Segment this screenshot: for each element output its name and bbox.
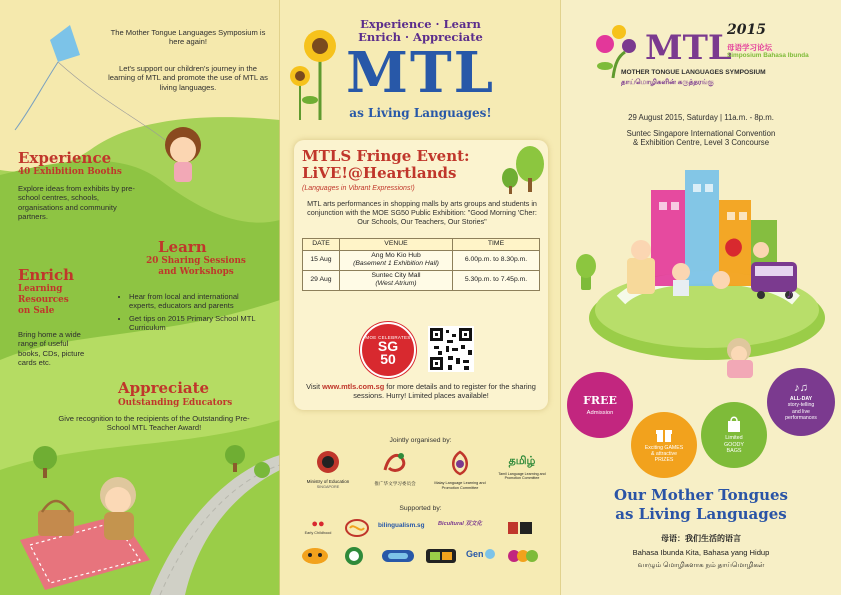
- table-header-date: DATE: [303, 239, 340, 251]
- free-sub: Admission: [586, 410, 614, 416]
- all-day-performances-badge: [767, 368, 835, 436]
- table-header-venue: VENUE: [340, 239, 453, 251]
- experience-body: Explore ideas from exhibits by pre-school centres, schools, organisations and community partners.: [18, 184, 135, 222]
- fringe-body: MTL arts performances in shopping malls by arts groups and students in conjunction with the MOE SG50 Public Exhibition: "Good Morning 'Cher: Our Schools, Our Teachers, Our Stories": [307, 199, 537, 226]
- mtl-logo-text: MTL: [645, 28, 732, 68]
- venue-note: (West Atrium): [375, 280, 417, 288]
- table-cell-date: 29 Aug: [303, 270, 340, 290]
- games-text: [645, 445, 683, 464]
- sponsor-2-name: bilingualism.sg: [378, 522, 425, 529]
- table-row: [303, 270, 540, 290]
- gift-icon: [655, 427, 673, 443]
- sg50-number: 50: [380, 350, 396, 367]
- headline-line-2: as Living Languages: [615, 505, 787, 523]
- sponsor-gen-circle-icon: [484, 548, 496, 560]
- learn-title: Learn: [158, 238, 207, 256]
- logo-chinese-text: 母语学习论坛: [727, 43, 772, 52]
- experience-title: Experience: [18, 149, 112, 167]
- allday-line-2: story-telling: [787, 402, 815, 409]
- table-header-time: TIME: [453, 239, 540, 251]
- free-title: FREE: [583, 394, 617, 407]
- learn-subtitle-line-2: and Workshops: [158, 267, 234, 277]
- table-cell-venue: [340, 250, 453, 270]
- games-line-3: PRIZES: [654, 457, 674, 464]
- goody-text: [724, 435, 744, 454]
- goody-line-1: Limited: [725, 435, 743, 442]
- sponsor-bp-logo-icon: [424, 546, 458, 566]
- table-cell-time: 5.30p.m. to 7.45p.m.: [453, 270, 540, 290]
- tagline-malay: Bahasa Ibunda Kita, Bahasa yang Hidup: [632, 548, 770, 557]
- table-cell-venue: [340, 270, 453, 290]
- goody-line-3: BAGS: [726, 448, 742, 455]
- sponsor-4-name: Gen: [466, 549, 484, 559]
- learn-subtitle: [137, 256, 255, 278]
- org-2-name: 推广华文学习委员会: [374, 481, 416, 486]
- enrich-subtitle-line-1: Learning: [18, 284, 63, 294]
- intro-text-2: Let's support our children's journey in the learning of MTL and promote the use of MTL as living languages.: [108, 64, 268, 92]
- tree-icon: [494, 140, 554, 200]
- enrich-body: Bring home a wide range of useful books, CDs, picture cards etc.: [18, 330, 85, 368]
- sponsor-blue-logo-icon: [380, 546, 416, 566]
- free-admission-badge: [567, 372, 633, 438]
- table-cell-time: 6.00p.m. to 8.30p.m.: [453, 250, 540, 270]
- panel-right: [561, 0, 841, 595]
- experience-subtitle: 40 Exhibition Booths: [18, 167, 122, 177]
- allday-line-1: ALL-DAY: [789, 396, 813, 403]
- allday-line-3: and live: [792, 408, 810, 415]
- mtl-big-title: MTL: [345, 40, 496, 106]
- chinese-committee-icon: [381, 450, 409, 476]
- games-prizes-badge: [631, 412, 697, 478]
- supported-by-label: Supported by:: [399, 505, 442, 512]
- appreciate-title: Appreciate: [118, 379, 210, 397]
- appreciate-body: Give recognition to the recipients of the Outstanding Pre-School MTL Teacher Award!: [58, 414, 250, 433]
- venue-name: Suntec City Mall: [371, 271, 421, 279]
- table-cell-date: 15 Aug: [303, 250, 340, 270]
- games-line-1: Exciting GAMES: [644, 444, 684, 451]
- moe-crest-icon: [316, 450, 340, 474]
- headline-line-1: Our Mother Tongues: [614, 486, 788, 504]
- logo-malay-text: Simposium Bahasa Ibunda: [727, 52, 809, 59]
- org-3-name: Malay Language Learning and Promotion Committee: [434, 481, 486, 490]
- tagline-line-2: Enrich · Appreciate: [358, 30, 483, 44]
- intro-text-1: The Mother Tongue Languages Symposium is here again!: [110, 28, 266, 47]
- logo-english-text: MOTHER TONGUE LANGUAGES SYMPOSIUM: [621, 69, 766, 76]
- fringe-title-line-1: MTLS Fringe Event:: [302, 147, 470, 165]
- learn-bullet-2: • Get tips on 2015 Primary School MTL Curriculum: [129, 314, 264, 333]
- website-link[interactable]: www.mtls.com.sg: [322, 382, 385, 391]
- event-venue-line-2: & Exhibition Centre, Level 3 Concourse: [632, 138, 770, 148]
- panel-left: [0, 0, 280, 595]
- mtl-big-subtitle: as Living Languages!: [349, 106, 492, 120]
- org-1-name: Ministry of Education: [306, 479, 350, 484]
- org-logo-chinese: [366, 450, 424, 487]
- sponsor-colourful-logo-icon: [506, 546, 540, 566]
- event-venue-line-1: Suntec Singapore International Convention: [626, 129, 776, 138]
- sg50-main-text: SG: [377, 337, 399, 354]
- shopping-bag-icon: [726, 415, 742, 433]
- enrich-subtitle-line-2: Resources: [18, 295, 69, 305]
- table-row: [303, 250, 540, 270]
- enrich-title: Enrich: [18, 266, 74, 284]
- learn-bullet-1: • Hear from local and international experts, educators and parents: [129, 292, 264, 311]
- event-date-time: 29 August 2015, Saturday | 11a.m. - 8p.m.: [628, 113, 774, 122]
- sponsor-3-name: Bicultural 双文化: [438, 521, 483, 527]
- fringe-title: [302, 148, 470, 182]
- allday-line-4: performances: [785, 414, 817, 421]
- malay-committee-icon: [447, 450, 473, 476]
- org-1-sub: SINGAPORE: [316, 484, 340, 489]
- visit-suffix: for more details and to register for the sharing sessions. Hurry! Limited places available!: [353, 382, 536, 401]
- early-childhood-mark-icon: ●●: [311, 518, 325, 530]
- sponsor-swirl-icon: [344, 518, 370, 538]
- tagline-chinese: 母语：我们生活的语言: [661, 534, 741, 543]
- appreciate-subtitle: Outstanding Educators: [118, 398, 233, 408]
- sponsor-cartoon-icon: [300, 546, 330, 566]
- fringe-title-line-2: LiVE!@Heartlands: [302, 164, 457, 182]
- learn-subtitle-line-1: 20 Sharing Sessions: [146, 256, 246, 266]
- fringe-note: (Languages in Vibrant Expressions!): [302, 185, 415, 192]
- city-island-illustration: [561, 150, 841, 380]
- visit-prefix: Visit: [306, 382, 323, 391]
- table-header-row: [303, 239, 540, 251]
- org-4-name: தமிழ்: [508, 455, 536, 467]
- venue-name: Ang Mo Kio Hub: [371, 251, 421, 259]
- sponsor-emblem-icon: [340, 546, 368, 566]
- sponsor-1-name: Early Childhood: [304, 531, 332, 535]
- logo-tamil-text: தாய்மொழிகளின் கருத்தரங்கு: [621, 79, 714, 86]
- sg50-top-text: MOE CELEBRATES: [365, 334, 411, 340]
- goody-bags-badge: [701, 402, 767, 468]
- org-logo-malay: [430, 450, 490, 490]
- qr-code-icon[interactable]: [428, 326, 474, 372]
- org-logo-tamil: [494, 450, 550, 481]
- enrich-subtitle: [18, 284, 69, 317]
- fringe-schedule-table: [302, 238, 540, 291]
- music-notes-icon: ♪♫: [794, 382, 808, 395]
- visit-text: [304, 382, 538, 401]
- enrich-subtitle-line-3: on Sale: [18, 306, 55, 316]
- sg50-logo: [360, 322, 416, 378]
- headline: [561, 486, 841, 524]
- tagline-tamil: வாழும் மொழிகளாக நம் தாய்மொழிகள்: [637, 562, 765, 569]
- allday-text: [785, 396, 817, 421]
- sponsor-logo-early-childhood: [300, 518, 336, 535]
- mtl-logo-year: 2015: [727, 22, 766, 38]
- venue-note: (Basement 1 Exhibition Hall): [353, 260, 439, 268]
- sponsor-red-mark-icon: [506, 518, 536, 538]
- learn-bullets: [118, 292, 264, 336]
- goody-line-2: GOODY: [723, 441, 745, 448]
- tagline-line-1: Experience · Learn: [360, 17, 481, 31]
- jointly-organised-label: Jointly organised by:: [389, 437, 452, 444]
- panel-middle: [280, 0, 561, 595]
- svg-text:♪: ♪: [786, 285, 793, 301]
- org-4-sub: Tamil Language Learning and Promotion Committee: [498, 472, 546, 481]
- event-venue: [561, 129, 841, 148]
- org-logo-moe: [302, 450, 354, 489]
- games-line-2: & attractive: [651, 450, 677, 457]
